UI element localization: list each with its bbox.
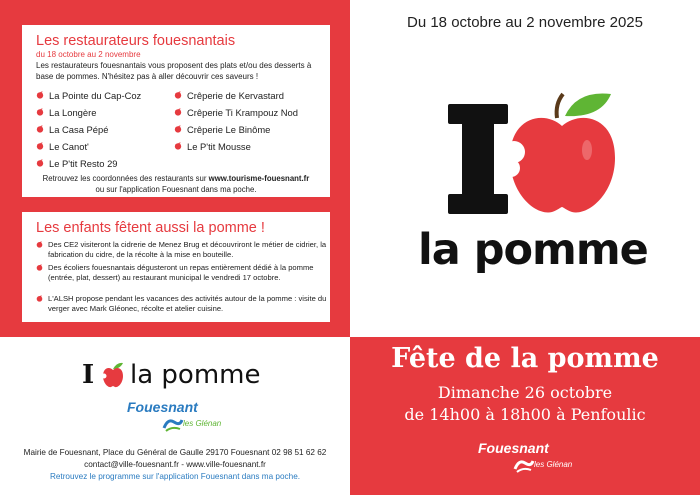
apple-icon <box>36 264 43 271</box>
kids-card <box>22 212 330 322</box>
restaurants-title: Les restaurateurs fouesnantais <box>36 33 236 49</box>
glenan-wave-icon <box>162 416 184 434</box>
event-title: Fête de la pomme <box>391 343 659 374</box>
list-item: La Pointe du Cap-Coz <box>36 87 141 104</box>
restaurants-intro: Les restaurateurs fouesnantais vous proposent des plats et/ou des desserts à base de pommes. N'hésitez pas à aller découvrir ces saveurs ! <box>36 61 312 81</box>
event-day: Dimanche 26 octobre <box>437 383 613 402</box>
address: Mairie de Fouesnant, Place du Général de Gaulle 29170 Fouesnant 02 98 51 62 62 <box>23 448 327 457</box>
app-notice: Retrouvez le programme sur l'application Fouesnant dans ma poche. <box>49 472 301 481</box>
apple-icon <box>36 295 43 302</box>
list-item: La Casa Pépé <box>36 121 141 138</box>
apple-icon <box>36 125 44 133</box>
apple-icon <box>36 108 44 116</box>
apple-logo-icon <box>505 88 620 218</box>
contact-info <box>0 447 350 483</box>
apple-icon <box>174 142 182 150</box>
list-item: L'ALSH propose pendant les vacances des activités autour de la pomme : visite du verger avec Mark Gléonec, récolte et atelier cuisine. <box>36 294 338 314</box>
small-logo <box>82 359 272 391</box>
apple-icon <box>174 91 182 99</box>
email-web[interactable]: contact@ville-fouesnant.fr - www.ville-fouesnant.fr <box>84 460 266 469</box>
apple-icon <box>36 241 43 248</box>
list-item: Le P'tit Mousse <box>174 138 298 155</box>
glenan-wave-icon <box>513 457 535 475</box>
apple-icon <box>36 159 44 167</box>
event-time-place: de 14h00 à 18h00 à Penfoulic <box>404 405 646 424</box>
info-panel <box>0 0 350 337</box>
list-item: Crêperie de Kervastard <box>174 87 298 104</box>
apple-icon <box>36 91 44 99</box>
apple-icon <box>102 362 124 388</box>
fouesnant-logo-white: Fouesnant les Glénan <box>478 440 588 480</box>
tourism-link[interactable]: www.tourisme-fouesnant.fr <box>208 174 310 183</box>
list-item: La Longère <box>36 104 141 121</box>
small-logo-text: la pomme <box>130 360 261 390</box>
contact-panel <box>0 337 350 495</box>
list-item: Crêperie Ti Krampouz Nod <box>174 104 298 121</box>
apple-icon <box>36 142 44 150</box>
list-item: Le Canot' <box>36 138 141 155</box>
list-item: Des CE2 visiteront la cidrerie de Menez Brug et découvriront le métier de cidrier, la fabrication du cidre, de la récolte à la mise en bouteille. <box>36 240 338 260</box>
kids-title: Les enfants fêtent aussi la pomme ! <box>36 220 265 236</box>
restaurant-list-left <box>36 87 141 172</box>
restaurant-list-right <box>174 87 298 155</box>
logo-text: la pomme <box>418 225 648 275</box>
restaurants-footer: Retrouvez les coordonnées des restaurants sur www.tourisme-fouesnant.fr ou sur l'application Fouesnant dans ma poche. <box>42 174 310 194</box>
fouesnant-logo: Fouesnant les Glénan <box>127 399 237 439</box>
event-dates: Du 18 octobre au 2 novembre 2025 <box>407 14 643 31</box>
event-when <box>350 382 700 426</box>
restaurants-card <box>22 25 330 197</box>
restaurants-subtitle: du 18 octobre au 2 novembre <box>36 50 141 59</box>
event-panel <box>350 337 700 495</box>
apple-icon <box>174 125 182 133</box>
small-logo-letter: I <box>82 360 95 390</box>
list-item: Crêperie Le Binôme <box>174 121 298 138</box>
list-item: Le P'tit Resto 29 <box>36 155 141 172</box>
list-item: Des écoliers fouesnantais dégusteront un repas entièrement dédié à la pomme (entrée, plat, dessert) au restaurant municipal le vendredi 17 octobre. <box>36 263 338 283</box>
apple-icon <box>174 108 182 116</box>
